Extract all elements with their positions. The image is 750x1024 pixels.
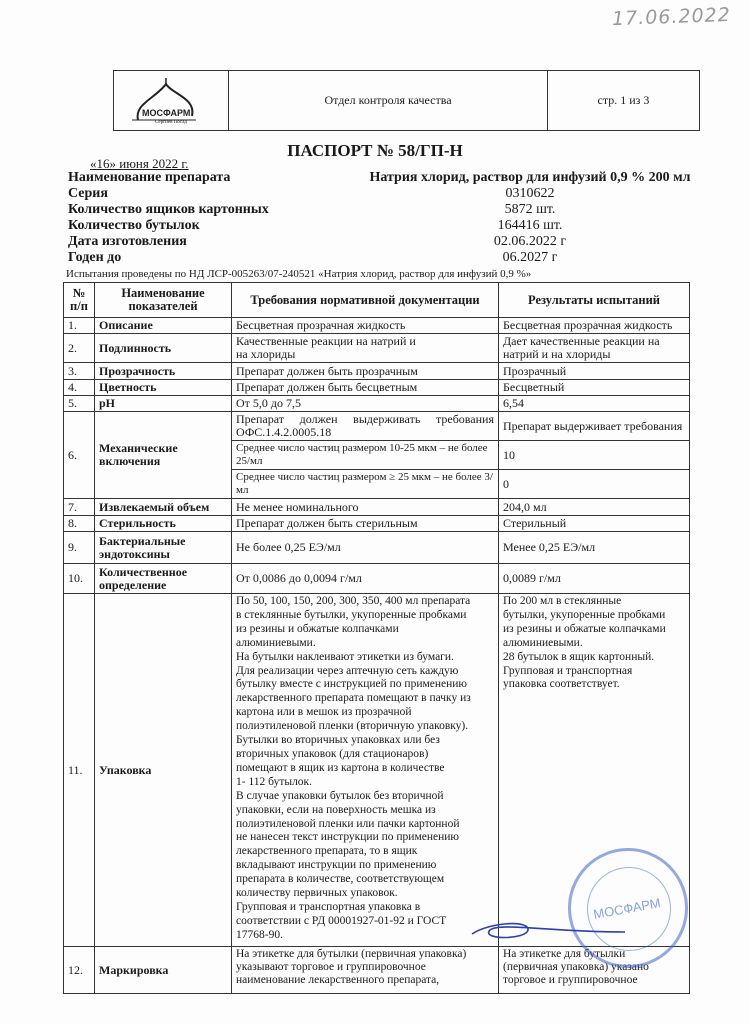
info-label: Количество ящиков картонных [68,202,269,217]
col-header-results: Результаты испытаний [499,283,690,318]
indicator-name: Упаковка [95,594,232,947]
result: 10 [499,441,690,470]
info-label: Наименование препарата [68,170,231,185]
table-row [64,396,690,412]
requirement: Препарат должен быть прозрачным [232,363,499,380]
result: Стерильный [499,516,690,532]
info-value: 06.2027 г [502,250,558,265]
passport-title: ПАСПОРТ № 58/ГП-Н [287,141,463,160]
col-header-number: № п/п [64,283,95,318]
table-row [64,334,690,363]
table-row [64,532,690,564]
requirement: На этикетке для бутылки (первичная упаковка) указывают торговое и группировочное наименование лекарственного препарата, [232,947,499,994]
test-basis-note: Испытания проведены по НД ЛСР-005263/07-240521 «Натрия хлорид, раствор для инфузий 0,9 %» [66,268,532,280]
info-label: Серия [68,186,108,201]
result: Дает качественные реакции на натрий и на хлориды [499,334,690,363]
requirement: Препарат должен быть бесцветным [232,380,499,396]
requirement: Препарат должен выдерживать требования ОФС.1.4.2.0005.18 [232,412,499,441]
signature-icon [470,918,630,942]
result: Прозрачный [499,363,690,380]
row-number: 8. [64,516,95,532]
table-header-row [64,283,690,318]
result: 0 [499,470,690,499]
passport-date: «16» июня 2022 г. [90,156,189,171]
requirement: От 5,0 до 7,5 [232,396,499,412]
info-label: Количество бутылок [68,218,200,233]
document-header [113,70,700,131]
row-number: 1. [64,318,95,334]
table-row [64,499,690,516]
result: Менее 0,25 ЕЭ/мл [499,532,690,564]
result: На этикетке для бутылки (первичная упаковка) указано торговое и группировочное [499,947,690,994]
table-row [64,564,690,594]
table-row [64,516,690,532]
row-number: 10. [64,564,95,594]
indicator-name: Маркировка [95,947,232,994]
page-number: стр. 1 из 3 [597,93,650,107]
indicator-name: Подлинность [95,334,232,363]
result: Препарат выдерживает требования [499,412,690,441]
info-value: 02.06.2022 г [493,234,567,249]
requirement: От 0,0086 до 0,0094 г/мл [232,564,499,594]
requirement: По 50, 100, 150, 200, 300, 350, 400 мл препарата в стеклянные бутылки, укупоренные пробками из резины и обжатые колпачками алюминиевыми. На бутылки наклеивают этикетки из бумаги. Для реализации через аптечную сеть каждую бутылку вместе с инструкцией по применению лекарственного препарата помещают в пачку из картона или в мешок из прозрачной полиэтиленовой пленки (вторичную упаковку). Бутылки во вторичных упаковках или без вторичных упаковок (для стационаров) помещают в ящик из картона в количестве 1- 112 бутылок. В случае упаковки бутылок без вторичной упаковки, если на поверхность мешка из полиэтиленовой пленки или пачки картонной не нанесен текст инструкции по применению лекарственного препарата, то в ящик вкладывают инструкции по применению препарата в количестве, соответствующем количеству первичных упаковок. Групповая и транспортная упаковка в соответствии с РД 00001927-01-92 и ГОСТ 17768-90. [232,594,499,947]
logo-subtitle: Сергиев Посад [155,120,187,125]
row-number: 4. [64,380,95,396]
indicator-name: Стерильность [95,516,232,532]
requirement: Не более 0,25 ЕЭ/мл [232,532,499,564]
info-value: Натрия хлорид, раствор для инфузий 0,9 % 200 мл [369,170,691,185]
dome-logo-icon [126,76,216,126]
requirement: Бесцветная прозрачная жидкость [232,318,499,334]
col-header-indicator: Наименование показателей [95,283,232,318]
company-stamp [568,848,688,968]
result: 0,0089 г/мл [499,564,690,594]
row-number: 5. [64,396,95,412]
info-value: 164416 шт. [497,218,563,233]
info-value: 0310622 [505,186,555,201]
requirement: Среднее число частиц размером ≥ 25 мкм – не более 3/мл [232,470,499,499]
result: 6,54 [499,396,690,412]
row-number: 6. [64,412,95,499]
handwritten-date: 17.06.2022 [611,3,732,31]
indicator-name: Прозрачность [95,363,232,380]
indicator-name: Бактериальные эндотоксины [95,532,232,564]
row-number: 2. [64,334,95,363]
requirement: Среднее число частиц размером 10-25 мкм – не более 25/мл [232,441,499,470]
table-row [64,412,690,441]
result: Бесцветный [499,380,690,396]
info-label: Дата изготовления [68,234,187,249]
stamp-text: МОСФАРМ [592,895,662,922]
requirement: Качественные реакции на натрий и на хлориды [232,334,499,363]
col-header-requirements: Требования нормативной документации [232,283,499,318]
table-row [64,318,690,334]
row-number: 9. [64,532,95,564]
requirement: Препарат должен быть стерильным [232,516,499,532]
requirement: Не менее номинального [232,499,499,516]
indicator-name: Механические включения [95,412,232,499]
indicator-name: Описание [95,318,232,334]
info-value: 5872 шт. [504,202,556,217]
result: По 200 мл в стеклянные бутылки, укупоренные пробками из резины и обжатые колпачками алюминиевыми. 28 бутылок в ящик картонный. Групповая и транспортная упаковка соответствует. [499,594,690,947]
indicator-name: Цветность [95,380,232,396]
row-number: 7. [64,499,95,516]
indicator-name: Извлекаемый объем [95,499,232,516]
indicator-name: Количественное определение [95,564,232,594]
department-name: Отдел контроля качества [229,71,548,130]
row-number: 3. [64,363,95,380]
company-logo [114,71,229,130]
svg-text:МОСФАРМ: МОСФАРМ [142,108,191,118]
table-row [64,363,690,380]
table-row [64,380,690,396]
result: Бесцветная прозрачная жидкость [499,318,690,334]
info-label: Годен до [68,250,122,265]
indicator-name: pH [95,396,232,412]
row-number: 11. [64,594,95,947]
result: 204,0 мл [499,499,690,516]
row-number: 12. [64,947,95,994]
